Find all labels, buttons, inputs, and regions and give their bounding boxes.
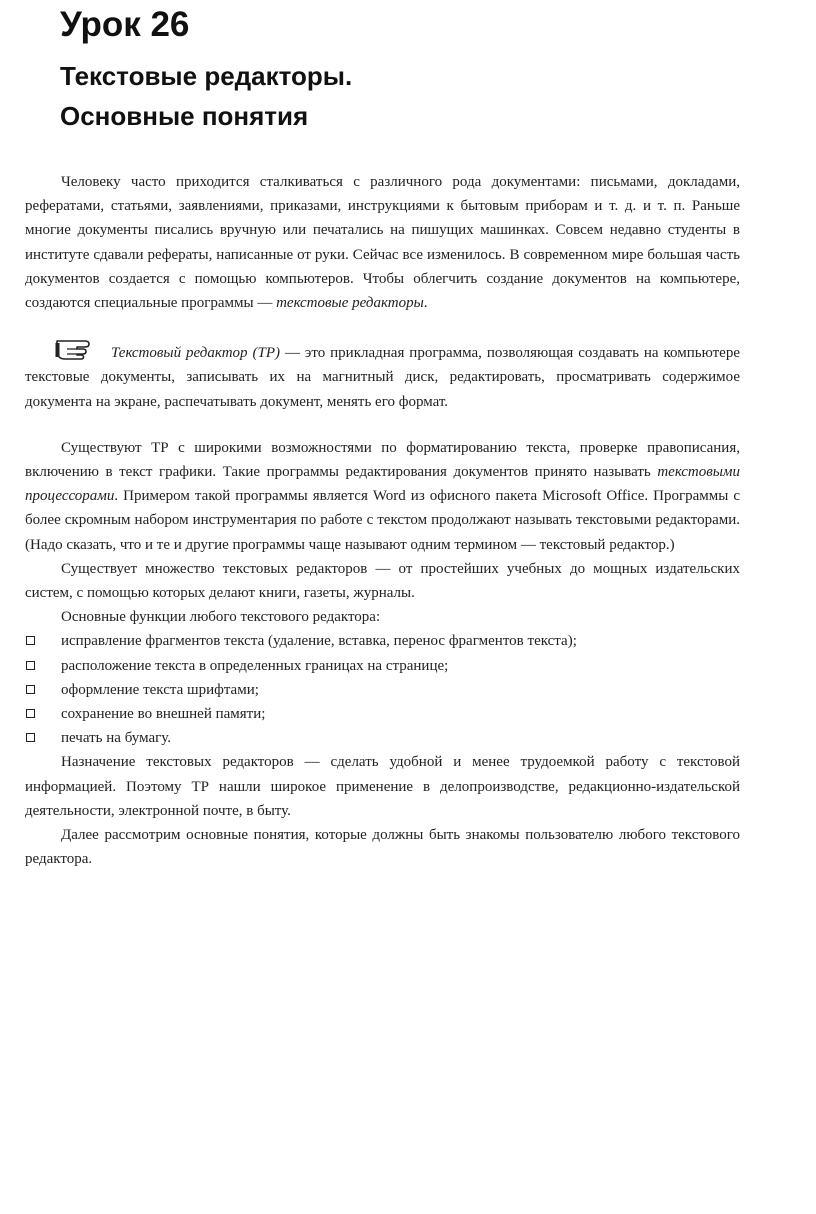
checkbox-icon (26, 685, 35, 694)
lesson-number: Урок 26 (60, 5, 190, 44)
definition-term: Текстовый редактор (ТР) (111, 345, 280, 362)
list-item-text: расположение текста в определенных границах на странице; (61, 657, 449, 674)
checkbox-icon (26, 636, 35, 645)
definition-paragraph (25, 337, 740, 414)
intro-term: текстовые редакторы (276, 295, 424, 312)
processors-text-start: Существуют ТР с широкими возможностями по форматированию текста, проверке правописания, включению в текст графики. Такие программы редактирования документов принято называть (25, 439, 740, 481)
list-item-text: оформление текста шрифтами; (61, 681, 259, 698)
functions-list (25, 629, 740, 750)
page-title-line-1: Текстовые редакторы. (60, 61, 353, 91)
definition-text: — это прикладная программа, позволяющая создавать на компьютере текстовые документы, записывать их на магнитный диск, редактировать, просматривать содержимое документа на экране, распечатывать документ, менять его формат. (25, 345, 740, 410)
intro-paragraph (25, 170, 740, 315)
variety-paragraph: Существует множество текстовых редакторов — от простейших учебных до мощных издательских систем, с помощью которых делают книги, газеты, журналы. (25, 560, 740, 602)
checkbox-icon (26, 733, 35, 742)
processors-paragraph (25, 436, 740, 557)
pointing-hand-icon (55, 337, 111, 361)
list-item-text: сохранение во внешней памяти; (61, 706, 266, 723)
list-item-text: печать на бумагу. (61, 730, 172, 747)
list-item (25, 654, 740, 678)
list-item (25, 678, 740, 702)
list-item (25, 629, 740, 653)
intro-end: . (423, 295, 428, 312)
list-item (25, 702, 740, 726)
page-title (60, 56, 352, 136)
list-item (25, 726, 740, 750)
document-body (25, 170, 740, 871)
list-item-text: исправление фрагментов текста (удаление, вставка, перенос фрагментов текста); (61, 633, 577, 650)
page-title-line-2: Основные понятия (60, 101, 309, 131)
processors-term: текстовыми процессорами (25, 464, 740, 505)
purpose-paragraph: Назначение текстовых редакторов — сделать удобной и менее трудоемкой работу с текстовой информацией. Поэтому ТР нашли широкое применение в делопроизводстве, редакционно-издательской деятельности, электронной почте, в быту. (25, 754, 740, 819)
checkbox-icon (26, 709, 35, 718)
processors-text-end: . Примером такой программы является Word из офисного пакета Microsoft Office. Программы с более скромным набором инструментария по работе с текстом продолжают называть текстовыми редакторами. (Надо сказать, что и те и другие программы чаще называют одним термином — текстовый редактор.) (25, 488, 740, 553)
intro-text: Человеку часто приходится сталкиваться с различного рода документами: письмами, докладами, рефератами, статьями, заявлениями, приказами, инструкциями к бытовым приборам и т. д. и т. п. Раньше многие документы писались вручную или печатались на пишущих машинках. Совсем недавно студенты в институте сдавали рефераты, написанные от руки. Сейчас все изменилось. В современном мире большая часть документов создается с помощью компьютеров. Чтобы облегчить создание документов на компьютере, создаются специальные программы — (25, 174, 740, 312)
functions-intro: Основные функции любого текстового редактора: (61, 609, 381, 626)
checkbox-icon (26, 661, 35, 670)
closing-paragraph: Далее рассмотрим основные понятия, которые должны быть знакомы пользователю любого текстового редактора. (25, 827, 740, 868)
